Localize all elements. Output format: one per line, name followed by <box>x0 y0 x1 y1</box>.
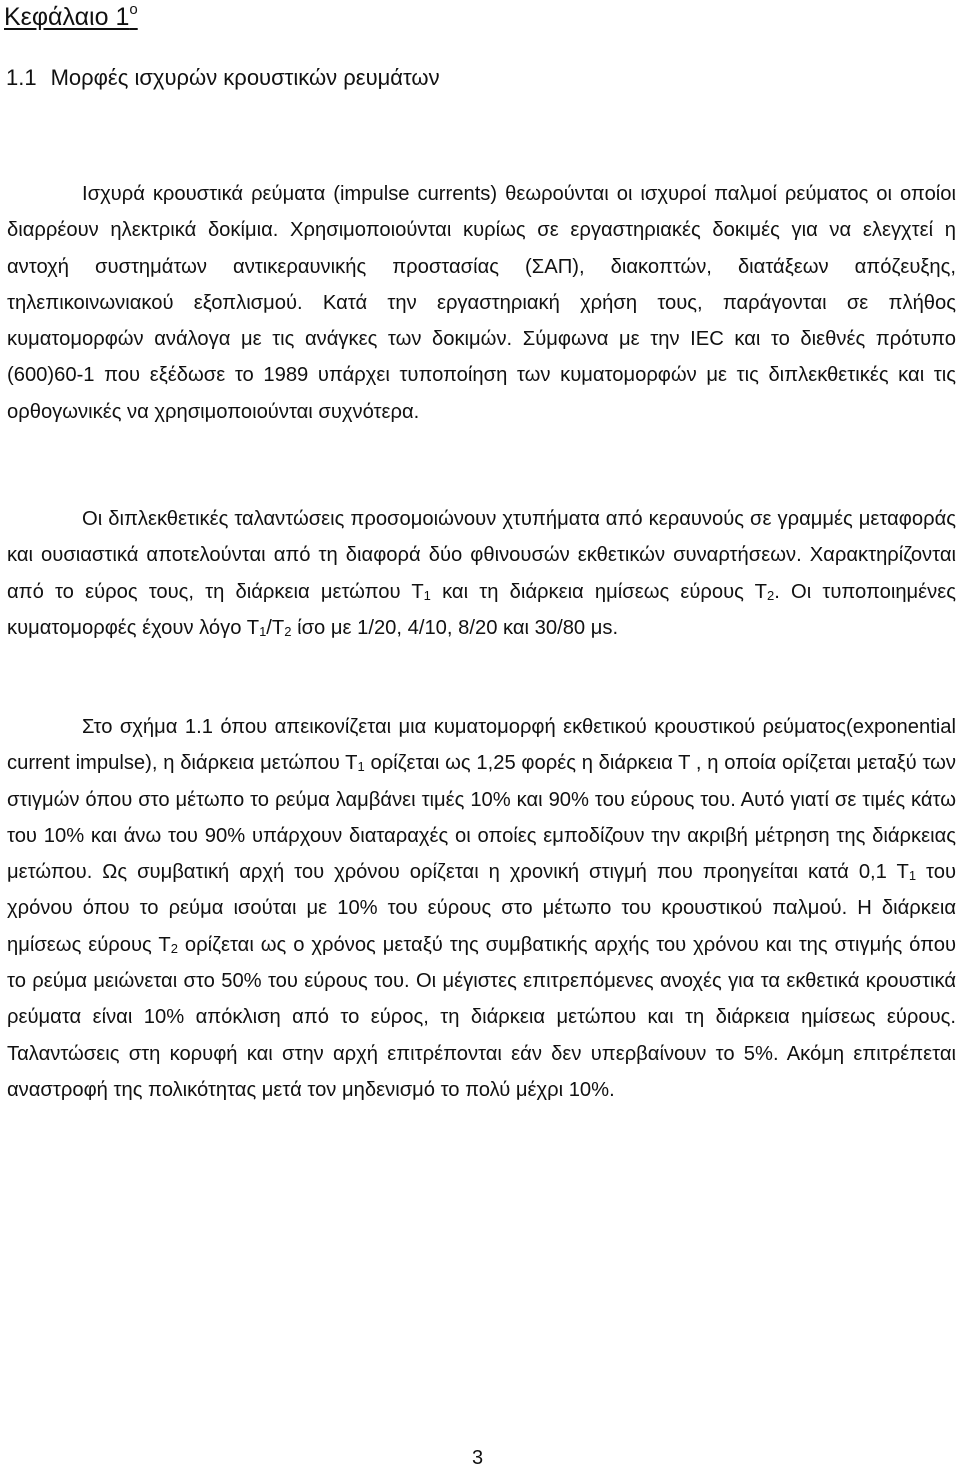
subscript: 2 <box>767 587 775 603</box>
section-title: Μορφές ισχυρών κρουστικών ρευμάτων <box>50 65 440 90</box>
chapter-title-text: Κεφάλαιο 1 <box>4 3 130 31</box>
text-run: Στο σχήμα 1.1 όπου απεικονίζεται μια κυματομορφή εκθετικού κρουστικού ρεύματος(exponential current impulse), η διάρκεια μετώπου Τ <box>7 716 956 775</box>
text-run: /Τ <box>266 616 285 639</box>
subscript: 2 <box>284 623 292 639</box>
paragraph-impulse-currents-intro: Ισχυρά κρουστικά ρεύματα (impulse currents) θεωρούνται οι ισχυροί παλμοί ρεύματος οι οποίοι διαρρέουν ηλεκτρικά δοκίμια. Χρησιμοποιούνται κυρίως σε εργαστηριακές δοκιμές για να ελεγχτεί η αντοχή συστημάτων αντικεραυνικής προστασίας (ΣΑΠ), διακοπτών, διατάξεων απόζευξης, τηλεπικοινωνιακού εξοπλισμού. Κατά την εργαστηριακή χρήση τους, παράγονται σε πλήθος κυματομορφών ανάλογα με τις ανάγκες των δοκιμών. Σύμφωνα με την IEC και το διεθνές πρότυπο (600)60-1 που εξέδωσε το 1989 υπάρχει τυποποίηση των κυματομορφών με τις διπλεκθετικές και τις ορθογωνικές να χρησιμοποιούνται συχνότερα. <box>7 183 956 423</box>
text-run: ορίζεται ως ο χρόνος μεταξύ της συμβατικής αρχής του χρόνου και της στιγμής όπου το ρεύμα μειώνεται στο 50% του εύρους του. Οι μέγιστες επιτρεπόμενες ανοχές για τα εκθετικά κρουστικά ρεύματα είναι 10% απόκλιση από το εύρος, τη διάρκεια μετώπου και τη διάρκεια ημίσεως εύρους. Ταλαντώσεις στη κορυφή και στην αρχή επιτρέπονται εάν δεν υπερβαίνουν το 5%. Ακόμη επιτρέπεται αναστροφή της πολικότητας μετά τον μηδενισμό το πολύ μέχρι 10%. <box>7 933 956 1101</box>
text-run: ίσο με 1/20, 4/10, 8/20 και 30/80 μs. <box>291 616 619 639</box>
subscript: 2 <box>170 940 178 956</box>
subscript: 1 <box>908 868 917 884</box>
subscript: 1 <box>357 759 365 775</box>
chapter-title-superscript: ο <box>129 1 138 18</box>
section-number: 1.1 <box>6 65 37 90</box>
subscript: 1 <box>259 623 267 639</box>
text-run: ορίζεται ως 1,25 φορές η διάρκεια Τ , η οποία ορίζεται μεταξύ των στιγμών όπου στο μέτωπο το ρεύμα λαμβάνει τιμές 10% και 90% του εύρους του. Αυτό γιατί σε τιμές κάτω του 10% και άνω του 90% υπάρχουν διαταραχές οι οποίες εμποδίζουν την ακριβή μέτρηση της διάρκειας μετώπου. Ως συμβατική αρχή του χρόνου ορίζεται η χρονική στιγμή που προηγείται κατά 0,1 Τ <box>7 752 956 884</box>
text-run: του χρόνου όπου το ρεύμα ισούται με 10% του εύρους στο μέτωπο του κρουστικού παλμού. Η διάρκεια ημίσεως εύρους Τ <box>7 861 956 956</box>
section-heading <box>6 64 440 92</box>
paragraph-double-exponential <box>7 501 956 646</box>
paragraph-exponential-impulse <box>7 709 956 1108</box>
text-run: . Οι τυποποιημένες κυματομορφές έχουν λόγο Τ <box>7 580 957 639</box>
page-number: 3 <box>472 1447 484 1469</box>
chapter-title <box>4 2 138 32</box>
text-run: Οι διπλεκθετικές ταλαντώσεις προσομοιώνουν χτυπήματα από κεραυνούς σε γραμμές μεταφοράς και ουσιαστικά αποτελούνται από τη διαφορά δύο φθινουσών εκθετικών συναρτήσεων. Χαρακτηρίζονται από το εύρος τους, τη διάρκεια μετώπου Τ <box>7 508 956 603</box>
text-run: και τη διάρκεια ημίσεως εύρους Τ <box>430 580 768 603</box>
subscript: 1 <box>423 587 431 603</box>
